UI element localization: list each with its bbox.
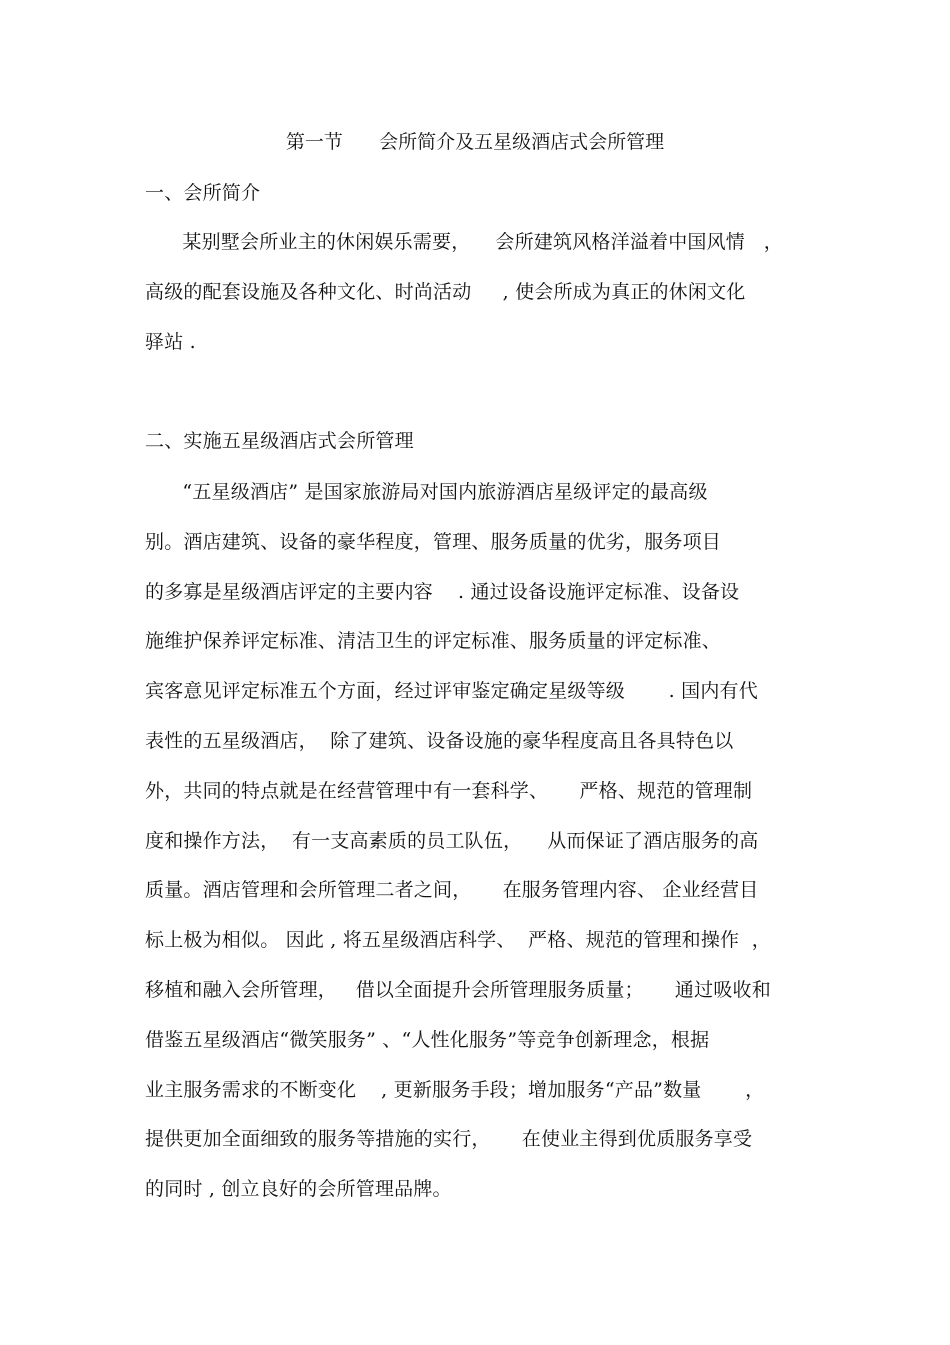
paragraph-line: 提供更加全面细致的服务等措施的实行， 在使业主得到优质服务享受 <box>145 1128 753 1150</box>
page-title: 第一节 会所简介及五星级酒店式会所管理 <box>285 131 665 153</box>
paragraph-line: 业主服务需求的不断变化 , 更新服务手段；增加服务“产品”数量 ， <box>145 1079 765 1101</box>
paragraph-line: 驿站 . <box>145 331 196 353</box>
paragraph-line: 的同时 , 创立良好的会所管理品牌。 <box>145 1178 452 1200</box>
section-heading-management: 二、实施五星级酒店式会所管理 <box>145 430 414 452</box>
paragraph-line: 别。酒店建筑、设备的豪华程度，管理、服务质量的优劣，服务项目 <box>145 531 722 553</box>
paragraph-line: 高级的配套设施及各种文化、时尚活动 , 使会所成为真正的休闲文化 <box>145 281 746 303</box>
paragraph-line: 的多寡是星级酒店评定的主要内容 . 通过设备设施评定标准、设备设 <box>145 581 740 603</box>
paragraph-line: 借鉴五星级酒店“微笑服务” 、“人性化服务”等竞争创新理念，根据 <box>145 1029 710 1051</box>
paragraph-line: 某别墅会所业主的休闲娱乐需要， 会所建筑风格洋溢着中国风情 ， <box>145 231 783 253</box>
paragraph-line: “五星级酒店” 是国家旅游局对国内旅游酒店星级评定的最高级 <box>145 481 708 503</box>
paragraph-line: 宾客意见评定标准五个方面，经过评审鉴定确定星级等级 . 国内有代 <box>145 680 758 702</box>
paragraph-line: 移植和融入会所管理， 借以全面提升会所管理服务质量； 通过吸收和 <box>145 979 771 1001</box>
section-heading-intro: 一、会所简介 <box>145 182 261 204</box>
paragraph-line: 质量。酒店管理和会所管理二者之间， 在服务管理内容、 企业经营目 <box>145 879 759 901</box>
paragraph-line: 外，共同的特点就是在经营管理中有一套科学、 严格、规范的管理制 <box>145 780 753 802</box>
paragraph-line: 表性的五星级酒店， 除了建筑、设备设施的豪华程度高且各具特色以 <box>145 730 734 752</box>
paragraph-line: 标上极为相似。 因此 , 将五星级酒店科学、 严格、规范的管理和操作 ， <box>145 929 771 951</box>
paragraph-line: 施维护保养评定标准、清洁卫生的评定标准、服务质量的评定标准、 <box>145 630 722 652</box>
paragraph-line: 度和操作方法， 有一支高素质的员工队伍， 从而保证了酒店服务的高 <box>145 830 759 852</box>
